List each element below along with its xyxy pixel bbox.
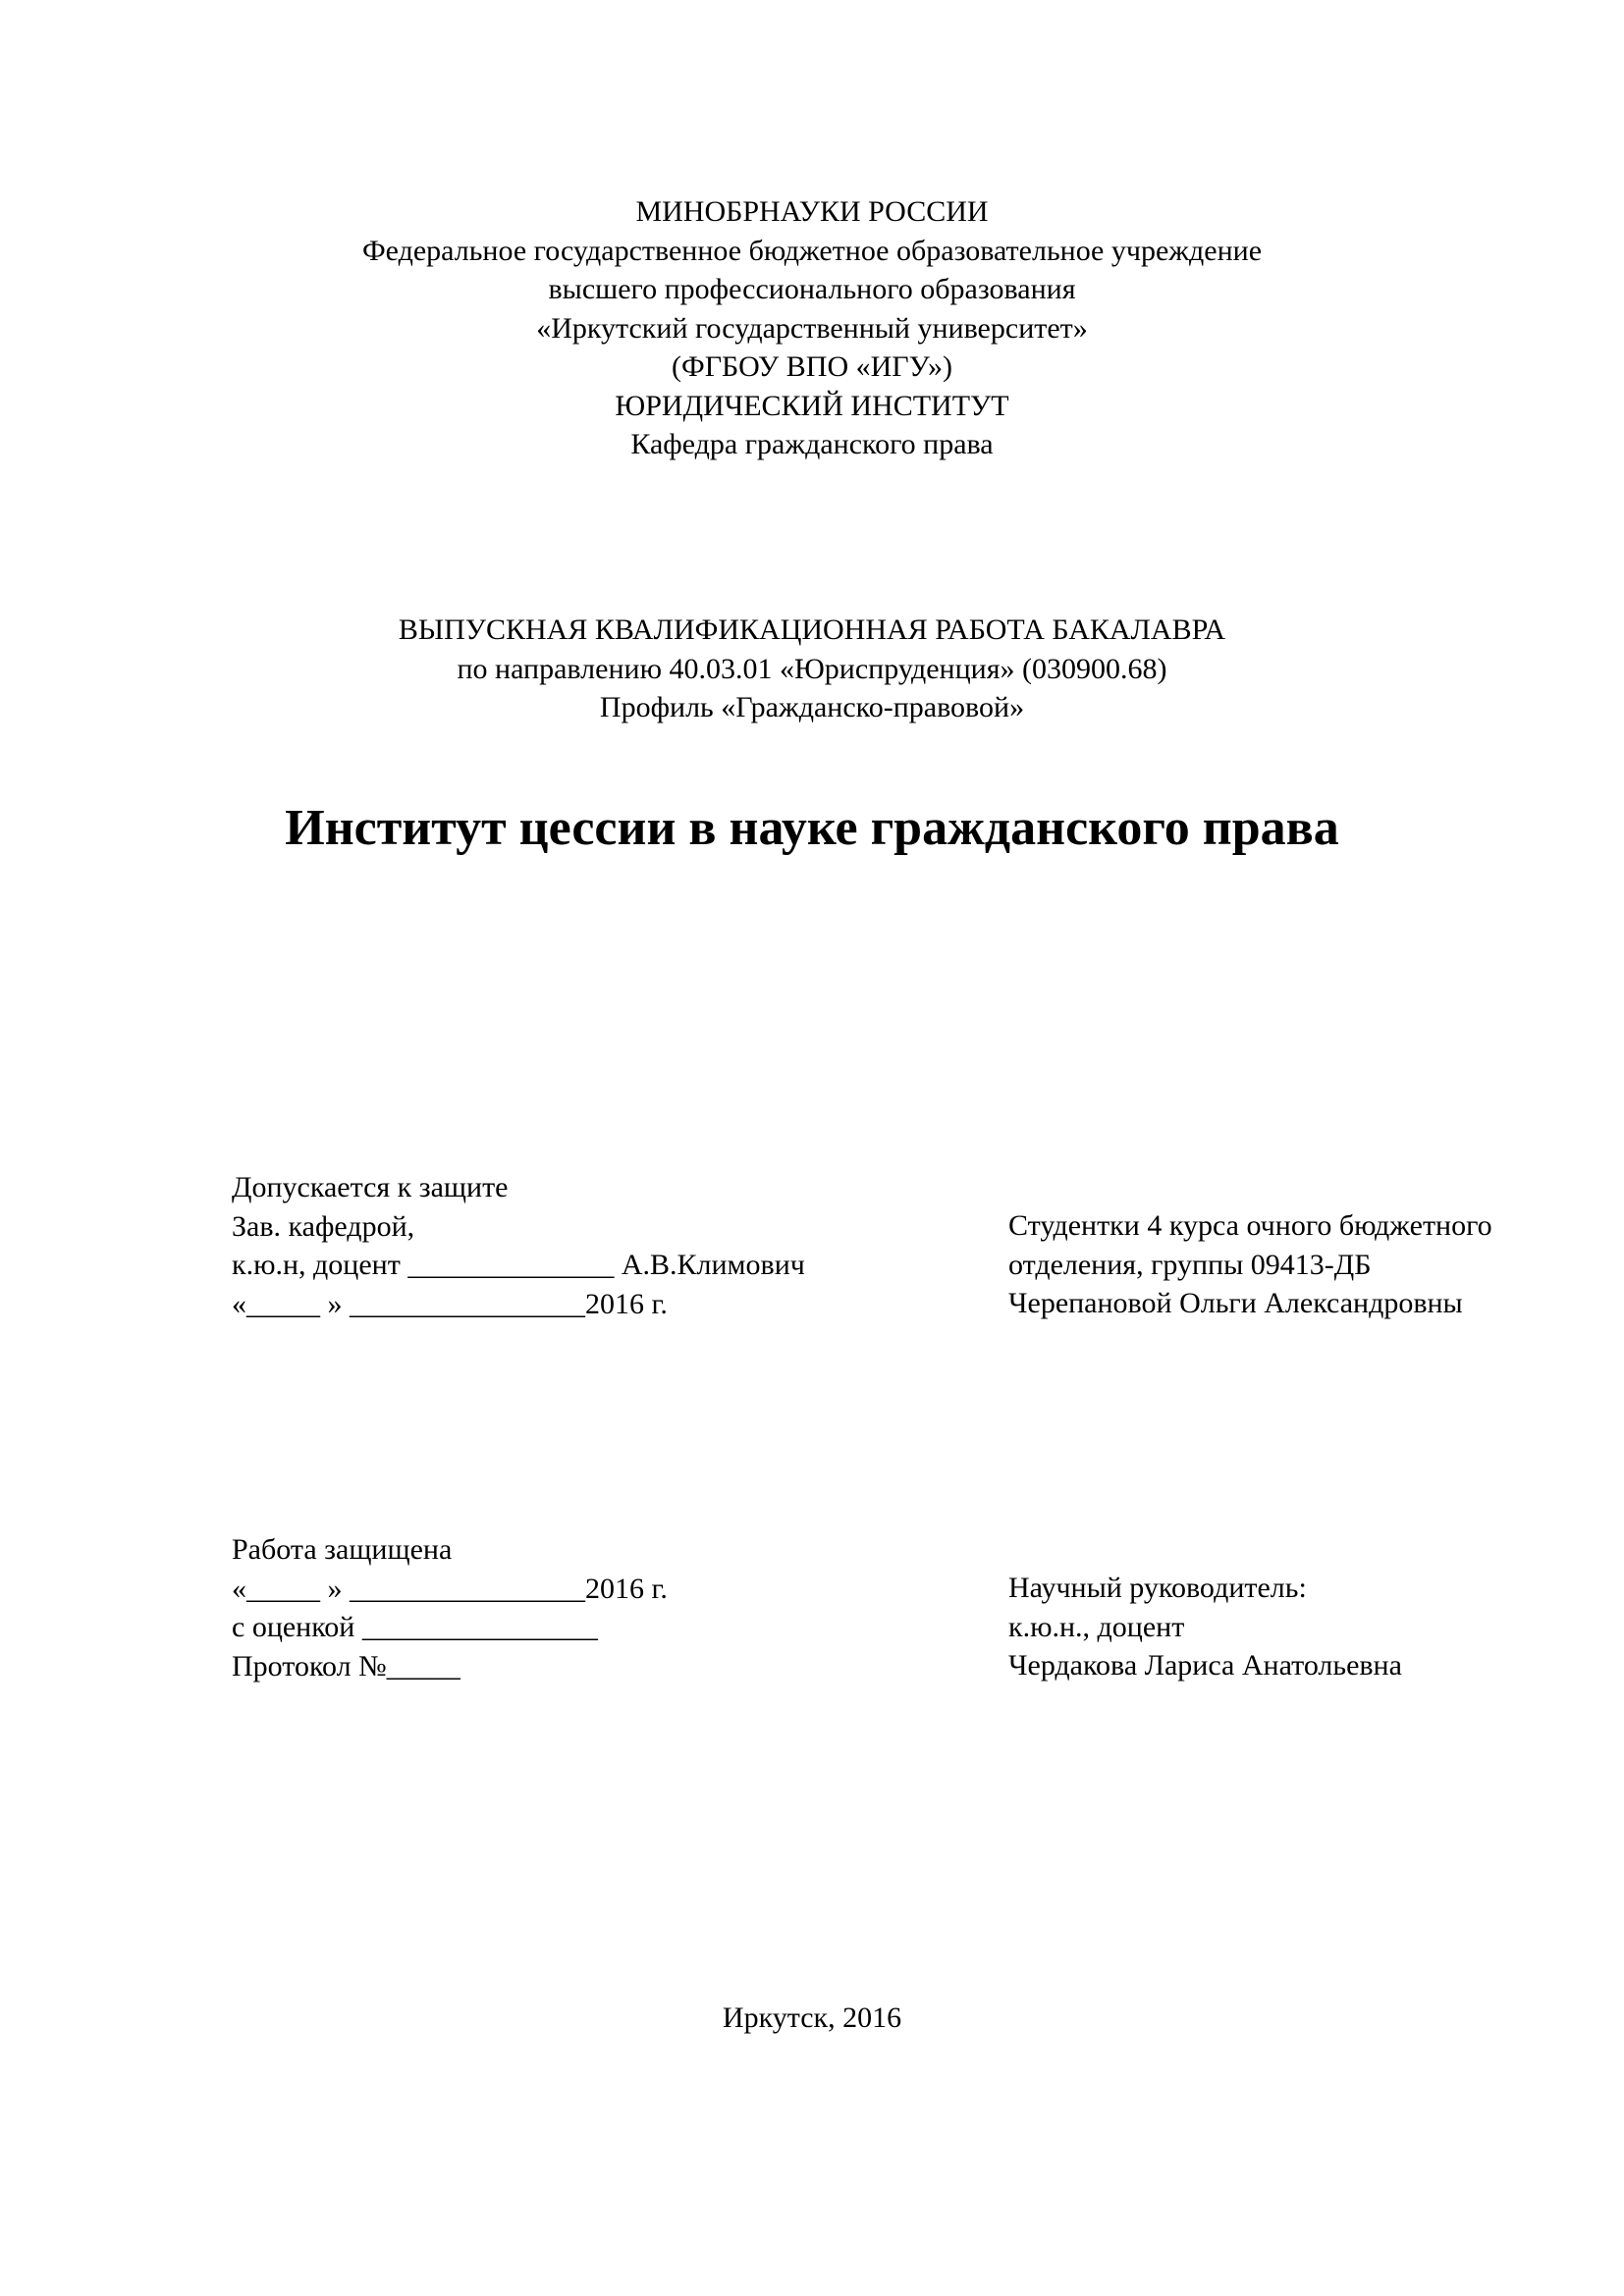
- university-abbreviation: (ФГБОУ ВПО «ИГУ»): [672, 350, 952, 383]
- institution-header: [0, 192, 1624, 464]
- ministry-name: МИНОБРНАУКИ РОССИИ: [635, 195, 989, 228]
- education-level: высшего профессионального образования: [548, 273, 1076, 305]
- supervisor-label: Научный руководитель:: [1008, 1572, 1307, 1604]
- defense-protocol: Протокол №_____: [232, 1649, 460, 1682]
- work-profile: Профиль «Гражданско-правовой»: [599, 691, 1025, 723]
- department-name: Кафедра гражданского права: [630, 428, 994, 460]
- work-direction: по направлению 40.03.01 «Юриспруденция» (030900.68): [457, 652, 1167, 685]
- student-block: [1008, 1206, 1492, 1323]
- head-position: к.ю.н, доцент ______________ А.В.Климович: [232, 1249, 805, 1281]
- thesis-title-text: Институт цессии в науке гражданского права: [285, 800, 1339, 856]
- city-year: Иркутск, 2016: [722, 2002, 902, 2034]
- head-label: Зав. кафедрой,: [232, 1209, 415, 1243]
- approval-date: «_____ » ________________2016 г.: [232, 1287, 668, 1320]
- student-course: Студентки 4 курса очного бюджетного: [1008, 1209, 1492, 1242]
- supervisor-name: Чердакова Лариса Анатольевна: [1008, 1649, 1402, 1682]
- supervisor-block: [1008, 1569, 1402, 1685]
- institute-name: ЮРИДИЧЕСКИЙ ИНСТИТУТ: [615, 389, 1009, 422]
- institution-type: Федеральное государственное бюджетное образовательное учреждение: [361, 234, 1263, 267]
- defended-label: Работа защищена: [232, 1533, 453, 1566]
- student-group: отделения, группы 09413-ДБ: [1008, 1248, 1372, 1281]
- student-name: Черепановой Ольги Александровны: [1008, 1287, 1463, 1319]
- supervisor-degree: к.ю.н., доцент: [1008, 1610, 1185, 1643]
- thesis-title: [0, 797, 1624, 860]
- university-name: «Иркутский государственный университет»: [536, 311, 1088, 345]
- defense-date: «_____ » ________________2016 г.: [232, 1572, 668, 1605]
- approval-block: [232, 1168, 805, 1323]
- footer: [0, 1999, 1624, 2038]
- work-type: ВЫПУСКНАЯ КВАЛИФИКАЦИОННАЯ РАБОТА БАКАЛАВРА: [398, 614, 1226, 646]
- admitted-label: Допускается к защите: [232, 1171, 509, 1203]
- defense-block: [232, 1530, 668, 1685]
- defense-grade: с оценкой ________________: [232, 1611, 598, 1643]
- work-description: [0, 611, 1624, 727]
